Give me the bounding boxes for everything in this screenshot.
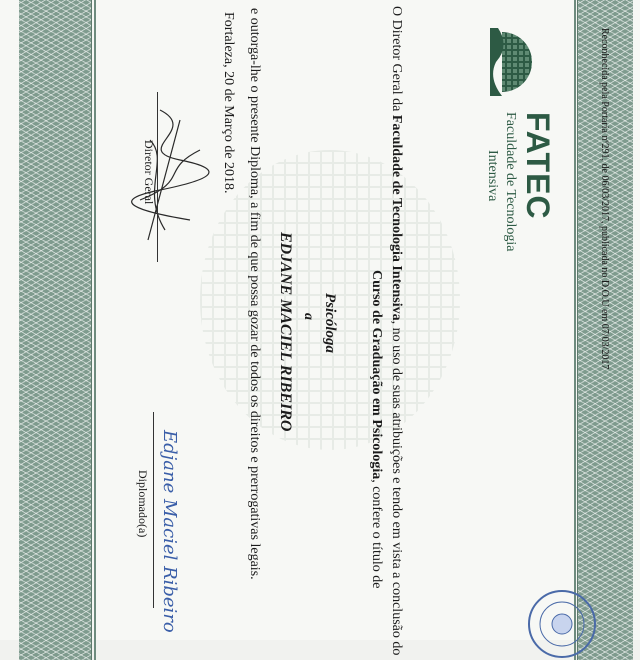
p1-post: , no uso de suas atribuições e tendo em vista a conclusão do xyxy=(389,320,404,656)
border-rule xyxy=(574,0,576,660)
degree-title: Psicóloga xyxy=(322,293,338,353)
connector-text: a xyxy=(301,313,316,320)
director-signature-line xyxy=(157,92,158,262)
director-signature-icon xyxy=(120,100,220,250)
graduate-signature: Edjane Maciel Ribeiro xyxy=(159,430,180,633)
official-seal-icon xyxy=(528,590,596,658)
p2-post: , confere o título de xyxy=(369,479,384,589)
recognition-text: Reconhecida pela Portaria nº291, de 06/03/2017, publicada no D.O.U em 07/03/2017 xyxy=(599,28,610,370)
p2-bold: Curso de Graduação em Psicologia xyxy=(369,270,384,480)
graduate-signature-line xyxy=(153,412,154,608)
p1-pre: O Diretor Geral da xyxy=(389,6,404,115)
body-paragraph-3: e outorga-lhe o presente Diploma, a fim de que possa gozar de todos os direitos e prerrogativas legais. xyxy=(247,8,262,580)
director-label: Diretor Geral xyxy=(142,140,156,205)
logo-line2: Intensiva xyxy=(485,150,500,202)
graduate-name: EDJANE MACIEL RIBEIRO xyxy=(277,232,294,432)
graduate-label: Diplomado(a) xyxy=(136,470,150,538)
body-paragraph-1 xyxy=(388,6,404,655)
body-paragraph-2 xyxy=(368,270,384,588)
fatec-logo-icon xyxy=(484,26,548,98)
place-date: Fortaleza, 20 de Março de 2018. xyxy=(221,12,236,194)
guilloche-border-bottom xyxy=(19,0,92,660)
logo-name: FATEC xyxy=(520,112,556,220)
logo-line1: Faculdade de Tecnologia xyxy=(503,112,518,252)
border-rule xyxy=(94,0,96,660)
p1-bold: Faculdade de Tecnologia Intensiva xyxy=(389,114,404,321)
